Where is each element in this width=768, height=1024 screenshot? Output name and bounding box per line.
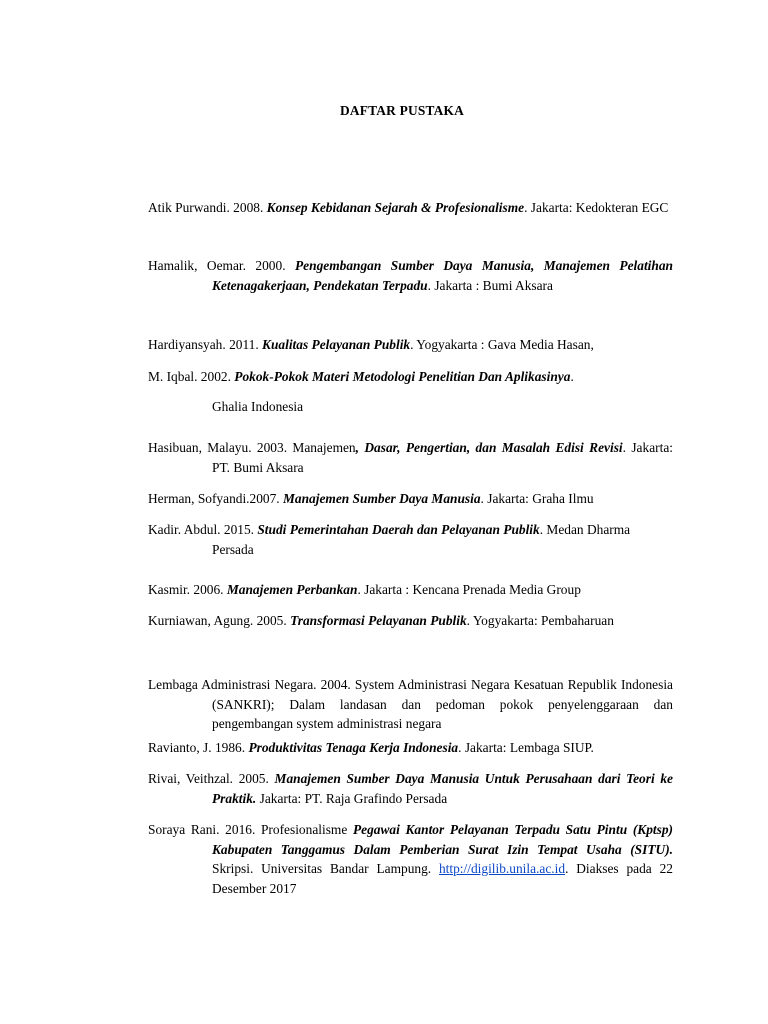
reference-title: Manajemen Perbankan bbox=[226, 582, 358, 597]
reference-author-year: Kadir. Abdul. 2015. bbox=[148, 522, 258, 537]
reference-entry bbox=[148, 675, 673, 734]
reference-title: Transformasi Pelayanan Publik bbox=[290, 613, 467, 628]
reference-entry bbox=[148, 520, 673, 559]
reference-publisher: Jakarta: PT. Raja Grafindo Persada bbox=[256, 790, 448, 806]
reference-publisher: . Jakarta: PT. Bumi Aksara bbox=[212, 440, 673, 475]
reference-author-year: Ravianto, J. 1986. bbox=[148, 740, 249, 755]
reference-publisher: . Jakarta: Kedokteran EGC bbox=[524, 200, 669, 215]
reference-title: Studi Pemerintahan Daerah dan Pelayanan Publik bbox=[257, 522, 540, 537]
reference-entry bbox=[148, 606, 663, 636]
reference-publisher: . Jakarta : Bumi Aksara bbox=[427, 277, 553, 293]
page-title: DAFTAR PUSTAKA bbox=[340, 103, 464, 118]
reference-publisher: . Ghalia Indonesia bbox=[212, 369, 574, 414]
reference-access-date: . Diakses pada 22 Desember 2017 bbox=[212, 861, 673, 896]
reference-publisher: . Medan Dharma Persada bbox=[212, 522, 631, 557]
reference-author-year: Lembaga Administrasi Negara. 2004. System Administrasi Negara Kesatuan Republik Indonesia (SANKRI); Dalam landasan dan pedoman pokok penyelenggaraan dan pengembangan system administrasi negara bbox=[148, 677, 673, 731]
reference-title: Manajemen Sumber Daya Manusia Untuk Perusahaan dari Teori ke Praktik. bbox=[212, 771, 674, 806]
reference-author-year: Atik Purwandi. 2008. bbox=[148, 200, 267, 215]
reference-entry bbox=[148, 769, 673, 808]
reference-author-year: Hardiyansyah. 2011. bbox=[148, 337, 263, 352]
reference-author-year: Herman, Sofyandi.2007. bbox=[148, 491, 283, 506]
reference-publisher: . Jakarta: Graha Ilmu bbox=[480, 491, 594, 506]
reference-author-year: M. Iqbal. 2002. bbox=[148, 369, 235, 384]
reference-publisher: . Yogyakarta : Gava Media Hasan, bbox=[410, 337, 594, 352]
reference-title: , Dasar, Pengertian, dan Masalah Edisi Revisi bbox=[355, 440, 623, 455]
reference-title: Pengembangan Sumber Daya Manusia, Manajemen Pelatihan Ketenagakerjaan, Pendekatan Terpadu bbox=[212, 258, 673, 293]
reference-publisher: . Jakarta: Lembaga SIUP. bbox=[458, 740, 594, 755]
reference-entry bbox=[148, 438, 673, 477]
reference-author-year: Hasibuan, Malayu. 2003. Manajemen bbox=[148, 440, 356, 455]
reference-title: Produktivitas Tenaga Kerja Indonesia bbox=[248, 740, 459, 755]
reference-entry bbox=[148, 335, 673, 355]
reference-entry bbox=[148, 256, 673, 295]
reference-entry bbox=[148, 580, 673, 600]
reference-publisher: . Yogyakarta: Pembaharuan bbox=[466, 613, 614, 628]
reference-publisher: . Jakarta : Kencana Prenada Media Group bbox=[357, 582, 581, 597]
reference-title: Manajemen Sumber Daya Manusia bbox=[283, 491, 481, 506]
reference-entry bbox=[148, 193, 673, 223]
reference-author-year: Hamalik, Oemar. 2000. bbox=[148, 258, 295, 273]
reference-title: Konsep Kebidanan Sejarah & Profesionalisme bbox=[266, 200, 525, 215]
reference-entry bbox=[148, 489, 673, 509]
reference-author-year: Kasmir. 2006. bbox=[148, 582, 227, 597]
reference-author-year: Rivai, Veithzal. 2005. bbox=[148, 771, 275, 786]
reference-entry bbox=[148, 820, 673, 898]
reference-entry bbox=[148, 362, 598, 422]
reference-entry bbox=[148, 738, 673, 758]
reference-title: Pegawai Kantor Pelayanan Terpadu Satu Pintu (Kptsp) Kabupaten Tanggamus Dalam Pemberian Surat Izin Tempat Usaha (SITU). bbox=[212, 822, 673, 857]
reference-title: Pokok-Pokok Materi Metodologi Penelitian Dan Aplikasinya bbox=[234, 369, 571, 384]
reference-publisher: Skripsi. Universitas Bandar Lampung. bbox=[212, 861, 439, 876]
reference-author-year: Kurniawan, Agung. 2005. bbox=[148, 613, 291, 628]
reference-author-year: Soraya Rani. 2016. Profesionalisme bbox=[148, 822, 353, 837]
reference-title: Kualitas Pelayanan Publik bbox=[262, 337, 411, 352]
reference-link[interactable]: http://digilib.unila.ac.id bbox=[438, 861, 566, 876]
